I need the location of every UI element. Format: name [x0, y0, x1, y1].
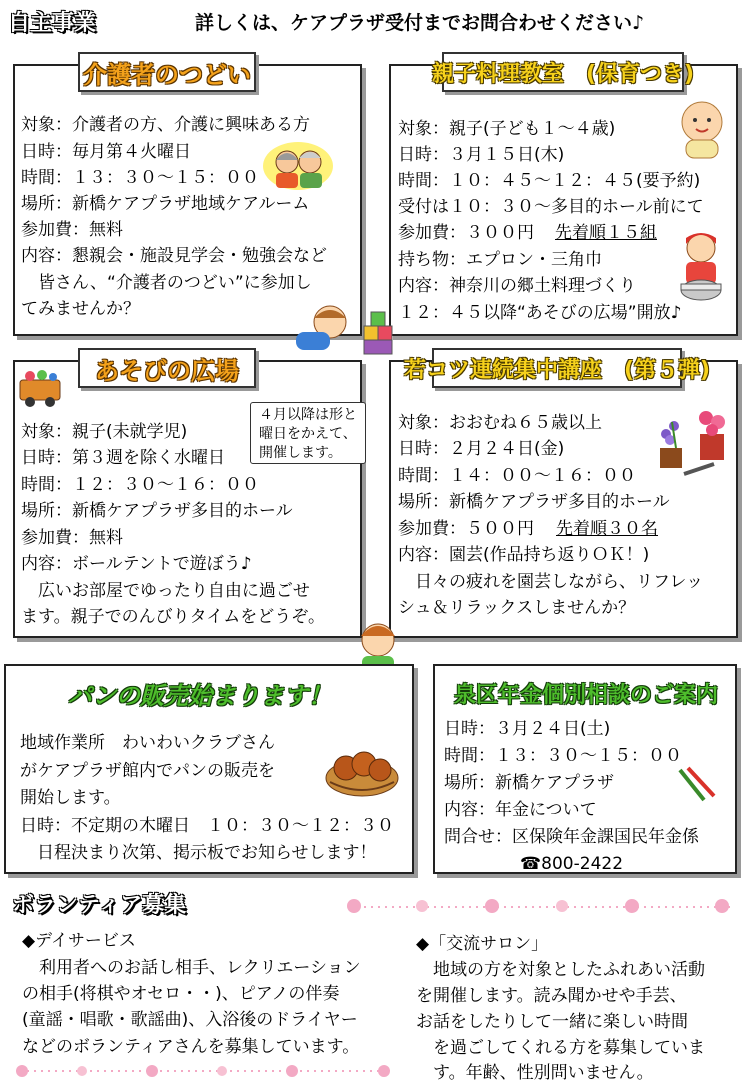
wakakotsu-desc-1: 日々の疲れを園芸しながら、リフレッ [398, 572, 704, 592]
nenkin-date: 日時：３月２４日(土) [444, 719, 611, 739]
bread-basket-illustration [324, 748, 400, 800]
asobi-notice-bubble: ４月以降は形と曜日をかえて、開催します。 [250, 402, 366, 464]
oyako-date: 日時：３月１５日(木) [398, 145, 565, 165]
asobi-time: 時間：１２：３０〜１６：００ [21, 475, 259, 495]
asobi-desc-1: 広いお部屋でゆったり自由に過ごせ [21, 581, 310, 601]
nenkin-time: 時間：１３：３０〜１５：００ [444, 746, 682, 766]
volunteer-salon-line-2: を開催します。読み聞かせや手芸、 [416, 986, 687, 1006]
pan-title: パンの販売始まります！ [50, 672, 350, 714]
pan-notice: 日程決まり次第、掲示板でお知らせします！ [20, 843, 377, 863]
nenkin-content: 内容：年金について [444, 800, 597, 820]
wakakotsu-target: 対象：おおむね６５歳以上 [398, 413, 602, 433]
volunteer-day-service-line-3: (童謡・唱歌・歌謡曲)、入浴後のドライヤー [22, 1010, 358, 1030]
nenkin-place: 場所：新橋ケアプラザ [444, 773, 614, 793]
oyako-reception: 受付は１０：３０〜多目的ホール前にて [398, 197, 704, 217]
pan-date: 日時：不定期の木曜日 １０：３０〜１２：３０ [20, 816, 394, 836]
volunteer-day-service-heading: ◆デイサービス [22, 931, 136, 951]
flower-border-bottom-decoration [12, 1062, 396, 1080]
asobi-content: 内容：ボールテントで遊ぼう♪ [21, 554, 252, 574]
wakakotsu-date: 日時：２月２４日(金) [398, 439, 565, 459]
oyako-open: １２：４５以降“あそびの広場”開放♪ [398, 303, 682, 323]
kaigo-fee: 参加費：無料 [21, 220, 123, 240]
oyako-title: 親子料理教室 (保育つき) [442, 52, 684, 92]
oyako-content: 内容：神奈川の郷土料理づくり [398, 276, 636, 296]
volunteer-day-service-line-1: 利用者へのお話し相手、レクリエーション [22, 958, 361, 978]
flower-border-top-decoration [342, 896, 738, 916]
cooking-girl-illustration [672, 230, 730, 302]
wakakotsu-time: 時間：１４：００〜１６：００ [398, 466, 636, 486]
kaigo-target: 対象：介護者の方、介護に興味ある方 [21, 115, 310, 135]
kaigo-date: 日時：毎月第４火曜日 [21, 142, 191, 162]
elderly-couple-illustration [262, 140, 334, 192]
kaigo-content: 内容：懇親会・施設見学会・勉強会など [21, 246, 327, 266]
nenkin-phone: ☎800-2422 [520, 854, 624, 874]
kaigo-desc-1: 皆さん、“介護者のつどい”に参加し [21, 273, 312, 293]
wakakotsu-capacity: 先着順３０名 [556, 519, 658, 539]
volunteer-salon-line-4: を過ごしてくれる方を募集していま [416, 1038, 705, 1058]
volunteer-heading: ボランティア募集 [12, 893, 187, 918]
volunteer-salon-line-5: す。年齢、性別問いません。 [416, 1063, 654, 1083]
oyako-capacity: 先着順１５組 [555, 223, 657, 243]
asobi-place: 場所：新橋ケアプラザ多目的ホール [21, 501, 293, 521]
kaigo-time: 時間：１３：３０〜１５：００ [21, 168, 259, 188]
kaigo-desc-2: てみませんか？ [21, 299, 140, 319]
wakakotsu-desc-2: シュ＆リラックスしませんか？ [398, 598, 636, 618]
wakakotsu-place: 場所：新橋ケアプラザ多目的ホール [398, 492, 670, 512]
volunteer-salon-line-3: お話をしたりして一緒に楽しい時間 [416, 1012, 688, 1032]
nenkin-title: 泉区年金個別相談のご案内 [440, 672, 732, 714]
oyako-bring: 持ち物：エプロン・三角巾 [398, 250, 602, 270]
volunteer-salon-line-1: 地域の方を対象としたふれあい活動 [416, 960, 705, 980]
baby-illustration [676, 98, 728, 160]
pencils-illustration [676, 766, 716, 806]
oyako-target: 対象：親子(子ども１〜４歳) [398, 119, 616, 139]
wakakotsu-fee: 参加費：５００円 [398, 519, 534, 539]
asobi-target: 対象：親子(未就学児) [21, 422, 188, 442]
toy-cart-illustration [18, 368, 62, 408]
asobi-fee: 参加費：無料 [21, 528, 123, 548]
asobi-date: 日時：第３週を除く水曜日 [21, 448, 225, 468]
wakakotsu-title: 若コツ連続集中講座 (第５弾) [432, 348, 682, 388]
crawling-child-illustration [292, 300, 400, 358]
kaigo-title: 介護者のつどい [78, 52, 256, 92]
pan-desc-3: 開始します。 [20, 788, 121, 808]
pan-desc-2: がケアプラザ館内でパンの販売を [20, 761, 275, 781]
header-notice: 詳しくは、ケアプラザ受付までお問合わせください♪ [195, 12, 645, 34]
pan-desc-1: 地域作業所 わいわいクラブさん [20, 733, 275, 753]
oyako-time: 時間：１０：４５〜１２：４５(要予約) [398, 171, 701, 191]
volunteer-day-service-line-4: などのボランティアさんを募集しています。 [22, 1037, 360, 1057]
gardening-flowers-illustration [654, 404, 730, 480]
kaigo-place: 場所：新橋ケアプラザ地域ケアルーム [21, 194, 310, 214]
section-label: 自主事業 [8, 11, 97, 36]
volunteer-salon-heading: ◆「交流サロン」 [416, 934, 549, 954]
nenkin-contact: 問合せ：区保険年金課国民年金係 [444, 827, 699, 847]
oyako-fee: 参加費：３００円 [398, 223, 534, 243]
asobi-title: あそびの広場 [78, 348, 256, 388]
volunteer-day-service-line-2: の相手(将棋やオセロ・・)、ピアノの伴奏 [22, 984, 340, 1004]
wakakotsu-content: 内容：園芸(作品持ち返りＯＫ！) [398, 545, 650, 565]
asobi-desc-2: ます。親子でのんびりタイムをどうぞ。 [21, 607, 325, 627]
